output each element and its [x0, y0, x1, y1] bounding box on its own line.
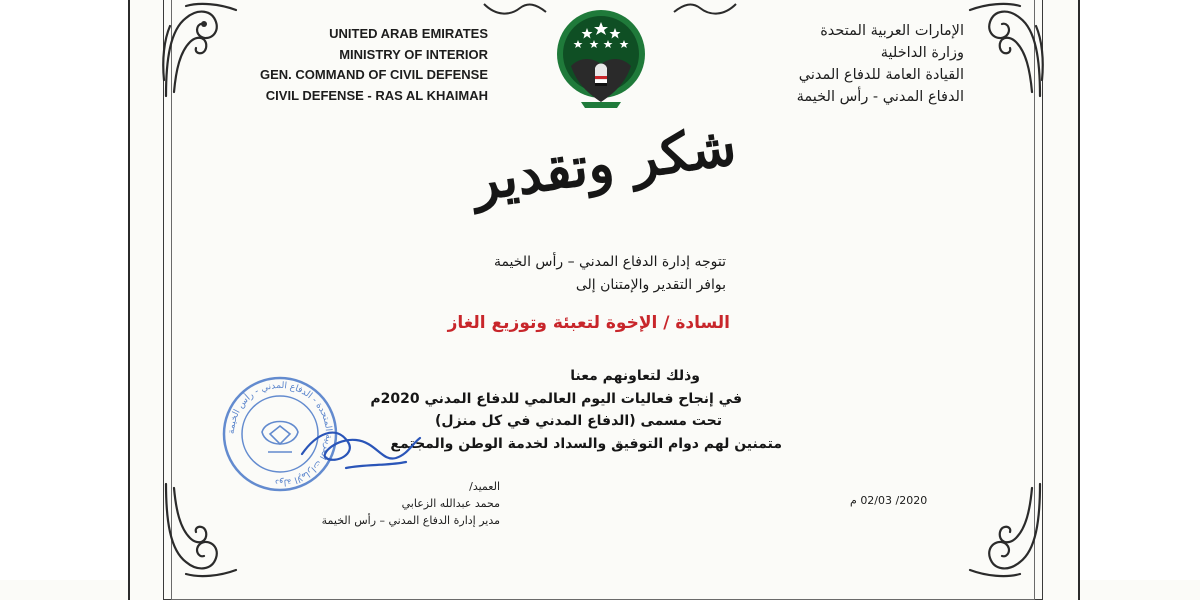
english-header — [238, 24, 488, 106]
signatory-rank: العميد/ — [469, 480, 500, 493]
page-edge-left — [0, 0, 128, 580]
header-en-line1: UNITED ARAB EMIRATES — [329, 26, 488, 41]
top-left-ornament — [160, 0, 240, 100]
header-ar-line4: الدفاع المدني - رأس الخيمة — [796, 89, 964, 105]
header-en-line3: GEN. COMMAND OF CIVIL DEFENSE — [260, 67, 488, 82]
body-line4: متمنين لهم دوام التوفيق والسداد لخدمة الوطن والمجتمع — [390, 436, 782, 452]
arabic-header — [700, 20, 964, 108]
intro-line1: تتوجه إدارة الدفاع المدني – رأس الخيمة — [493, 254, 726, 270]
bottom-left-ornament — [160, 480, 240, 580]
recipient-name: السادة / الإخوة لتعبئة وتوزيع الغاز — [447, 313, 730, 333]
top-left-flourish — [480, 0, 550, 20]
bottom-right-ornament — [966, 480, 1046, 580]
top-right-ornament — [966, 0, 1046, 100]
header-ar-line2: وزارة الداخلية — [880, 45, 964, 61]
intro-line2: بوافر التقدير والإمتنان إلى — [575, 277, 726, 293]
header-en-line2: MINISTRY OF INTERIOR — [339, 46, 488, 62]
header-ar-line3: القيادة العامة للدفاع المدني — [798, 67, 964, 83]
header-en-line4: CIVIL DEFENSE - RAS AL KHAIMAH — [265, 87, 488, 103]
signatory-name: محمد عبدالله الزعابي — [401, 497, 500, 510]
signatory-position: مدير إدارة الدفاع المدني – رأس الخيمة — [321, 514, 500, 527]
handwritten-signature — [296, 414, 426, 484]
civil-defense-emblem — [551, 6, 651, 110]
signatory-block — [300, 478, 500, 529]
stamp-text: دولة الإمارات العربية المتحدة - الدفاع المدني - رأس الخيمة — [226, 380, 334, 488]
header-ar-line1: الإمارات العربية المتحدة — [820, 23, 964, 39]
body-line1: وذلك لتعاونهم معنا — [570, 368, 700, 384]
certificate-title — [468, 100, 740, 220]
title-text: شكر وتقدير — [468, 112, 740, 214]
top-right-flourish — [670, 0, 740, 20]
body-line3: تحت مسمى (الدفاع المدني في كل منزل) — [435, 413, 722, 429]
certificate-date: 2020/ 02/03 م — [850, 494, 928, 507]
body-line2: في إنجاح فعاليات اليوم العالمي للدفاع المدني 2020م — [370, 391, 742, 407]
page-edge-right — [1080, 0, 1200, 580]
